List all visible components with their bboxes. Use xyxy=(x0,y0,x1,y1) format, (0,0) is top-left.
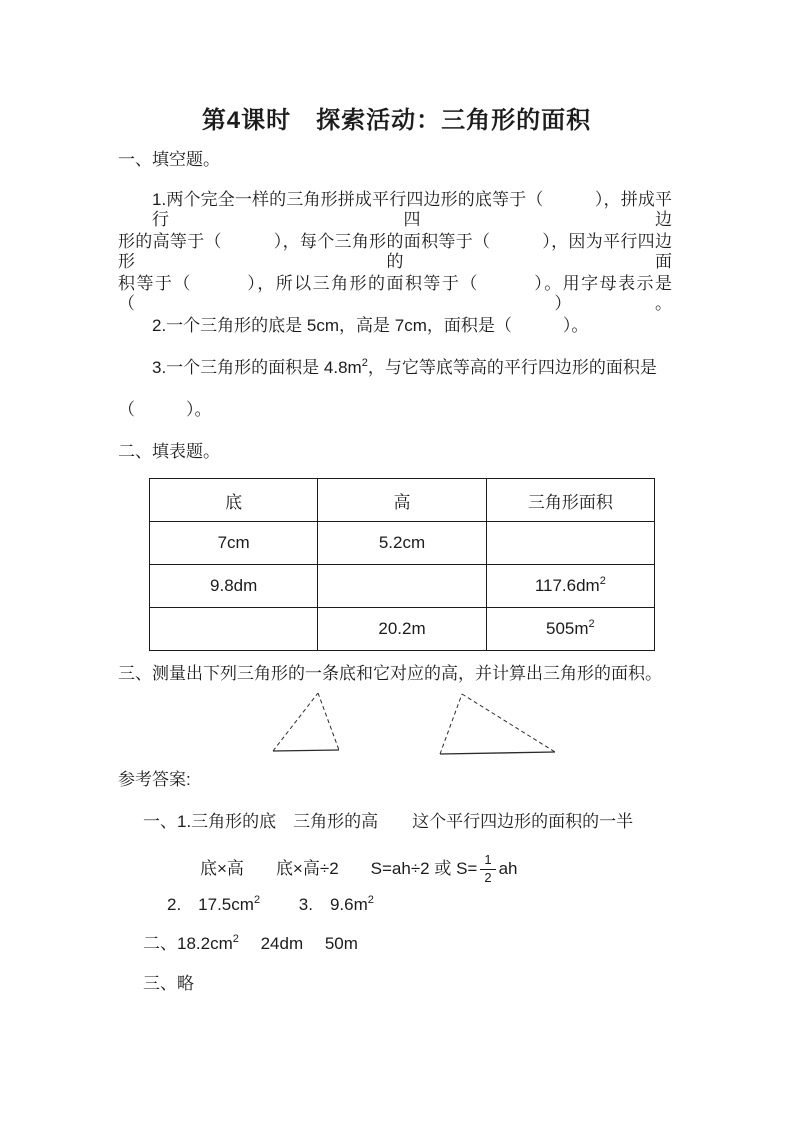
question3-text-after: ，与它等底等高的平行四边形的面积是 xyxy=(367,358,657,377)
formula-part-2: 底×高÷2 xyxy=(275,858,339,878)
fill-in-table xyxy=(149,478,655,651)
formula-part-1: 底×高 xyxy=(200,858,244,878)
table-row xyxy=(150,522,655,565)
cell-height: 5.2cm xyxy=(318,522,486,565)
question1-line1: 1.两个完全一样的三角形拼成平行四边形的底等于（ ），拼成平行四边 xyxy=(152,190,672,229)
answer-line-1: 一、1.三角形的底 三角形的高 这个平行四边形的面积的一半 xyxy=(143,812,634,831)
cell-area: $505m^2$ xyxy=(486,608,654,651)
cell-base: 7cm xyxy=(150,522,318,565)
triangle-figures xyxy=(260,686,570,760)
formula-part-3: S=ah÷2 或 S= xyxy=(370,858,478,878)
cell-height xyxy=(318,565,486,608)
table-row xyxy=(150,565,655,608)
cell-base xyxy=(150,608,318,651)
section3-heading: 三、测量出下列三角形的一条底和它对应的高，并计算出三角形的面积。 xyxy=(118,664,662,683)
answers-heading: 参考答案: xyxy=(118,770,191,789)
question3-text: 3.一个三角形的面积是 4.8m xyxy=(152,358,362,377)
cell-area xyxy=(486,522,654,565)
answer-line-section2: 二、$18.2cm^2$ 24dm 50m xyxy=(143,933,358,953)
answer-line-2-3: 2. $17.5cm^2$ 3. $9.6m^2$ xyxy=(167,894,374,914)
question3-line1 xyxy=(152,358,657,378)
question3-line2: （ ）。 xyxy=(118,400,212,419)
table-header-height: 高 xyxy=(318,479,486,522)
cell-base: 9.8dm xyxy=(150,565,318,608)
answer-formula-line xyxy=(200,853,518,886)
triangle-figure-2 xyxy=(440,694,555,754)
page-title: 第4课时 探索活动：三角形的面积 xyxy=(201,107,592,134)
answer-line-section3: 三、略 xyxy=(143,974,194,993)
fraction-one-half: $\frac{1}{2}$ xyxy=(480,853,495,886)
table-row xyxy=(150,608,655,651)
question3-superscript: 2 xyxy=(361,357,368,369)
question1-line2: 形的高等于（ ），每个三角形的面积等于（ ），因为平行四边形的面 xyxy=(118,232,672,271)
table-header-base: 底 xyxy=(150,479,318,522)
question1-line3: 积等于（ ），所以三角形的面积等于（ ）。用字母表示是（ ）。 xyxy=(118,274,672,313)
formula-part-4: ah xyxy=(498,858,518,878)
cell-area: $117.6dm^2$ xyxy=(486,565,654,608)
section2-heading: 二、填表题。 xyxy=(118,442,220,461)
section1-heading: 一、填空题。 xyxy=(118,150,220,169)
cell-height: 20.2m xyxy=(318,608,486,651)
table-header-row xyxy=(150,479,655,522)
triangle-figure-1 xyxy=(273,693,339,751)
table-header-area: 三角形面积 xyxy=(486,479,654,522)
question2: 2.一个三角形的底是 5cm，高是 7cm，面积是（ ）。 xyxy=(152,316,589,335)
